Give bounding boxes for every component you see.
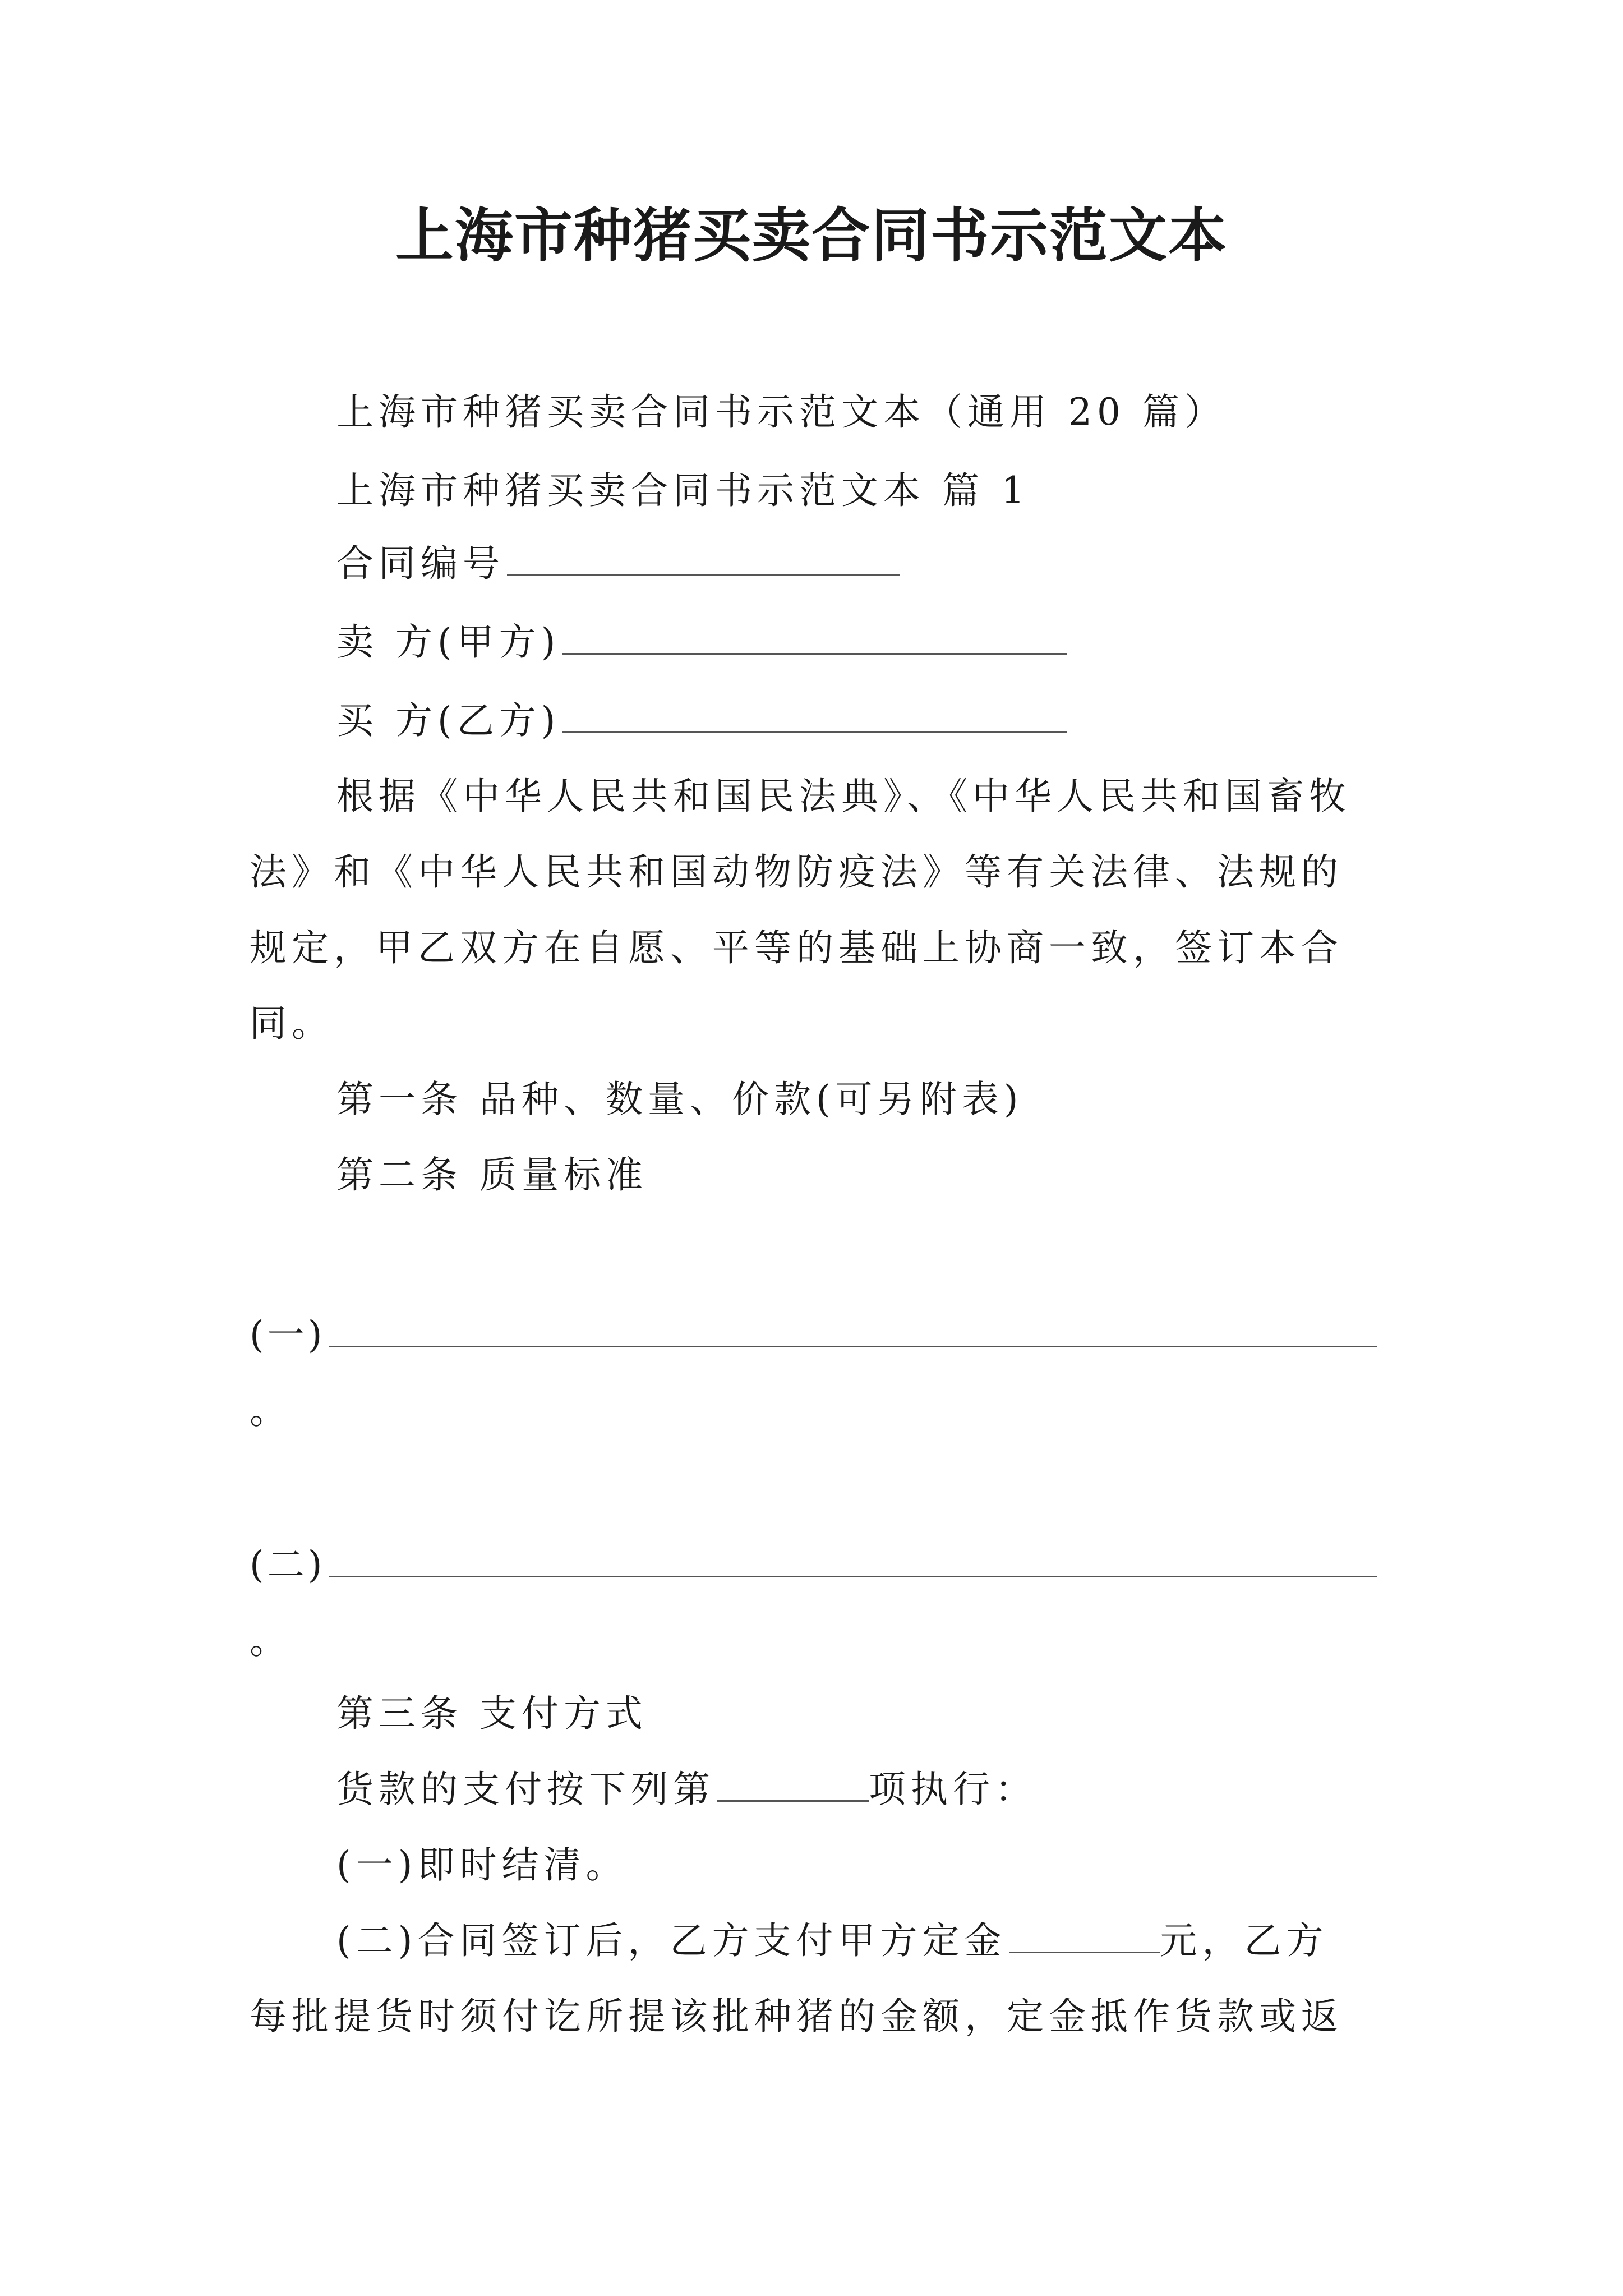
- payment-option-1: (一)即时结清。: [336, 1843, 628, 1887]
- contract-number-row: [336, 539, 900, 589]
- quality-item-1-end: 。: [250, 1389, 292, 1432]
- preamble-line: 同。: [250, 1002, 334, 1045]
- preamble-line: 规定，甲乙双方在自愿、平等的基础上协商一致，签订本合: [250, 926, 1343, 969]
- buyer-row: [336, 696, 1067, 746]
- payment-option-2-text: (二)合同签订后，乙方支付甲方定金: [336, 1919, 1007, 1962]
- article-2-heading: 第二条 质量标准: [336, 1153, 648, 1197]
- payment-option-blank: [717, 1765, 869, 1802]
- payment-intro-row: [336, 1764, 1037, 1815]
- payment-intro-text: 货款的支付按下列第: [336, 1768, 715, 1811]
- quality-item-1-label: (一): [250, 1313, 326, 1356]
- quality-item-2-end: 。: [250, 1619, 292, 1662]
- seller-blank: [562, 618, 1067, 655]
- quality-item-2-blank: [329, 1541, 1377, 1577]
- document-title: 上海市种猪买卖合同书示范文本: [395, 201, 1228, 270]
- payment-option-2-line2: 每批提货时须付讫所提该批种猪的金额，定金抵作货款或返: [250, 1995, 1343, 2038]
- section-heading: 上海市种猪买卖合同书示范文本 篇 1: [336, 469, 1030, 512]
- quality-item-1-blank: [329, 1311, 1377, 1347]
- article-1-heading: 第一条 品种、数量、价款(可另附表): [336, 1078, 1023, 1121]
- quality-item-2-label: (二): [250, 1543, 326, 1586]
- payment-option-2-text-end: 元，乙方: [1160, 1919, 1329, 1962]
- buyer-label: 买 方(乙方): [336, 699, 561, 742]
- buyer-blank: [562, 697, 1067, 733]
- seller-row: [336, 617, 1067, 668]
- quality-item-2-row: [250, 1540, 1377, 1590]
- article-3-heading: 第三条 支付方式: [336, 1692, 648, 1735]
- payment-option-2-row: [336, 1916, 1329, 1966]
- quality-item-1-row: [250, 1310, 1377, 1360]
- contract-number-label: 合同编号: [336, 542, 505, 585]
- contract-number-blank: [507, 540, 900, 576]
- seller-label: 卖 方(甲方): [336, 620, 561, 664]
- payment-intro-text-end: 项执行：: [869, 1768, 1037, 1811]
- preamble-line: 法》和《中华人民共和国动物防疫法》等有关法律、法规的: [250, 850, 1343, 894]
- document-subtitle: 上海市种猪买卖合同书示范文本（通用 20 篇）: [336, 390, 1227, 434]
- deposit-amount-blank: [1009, 1917, 1160, 1953]
- preamble-line: 根据《中华人民共和国民法典》、《中华人民共和国畜牧: [336, 775, 1351, 818]
